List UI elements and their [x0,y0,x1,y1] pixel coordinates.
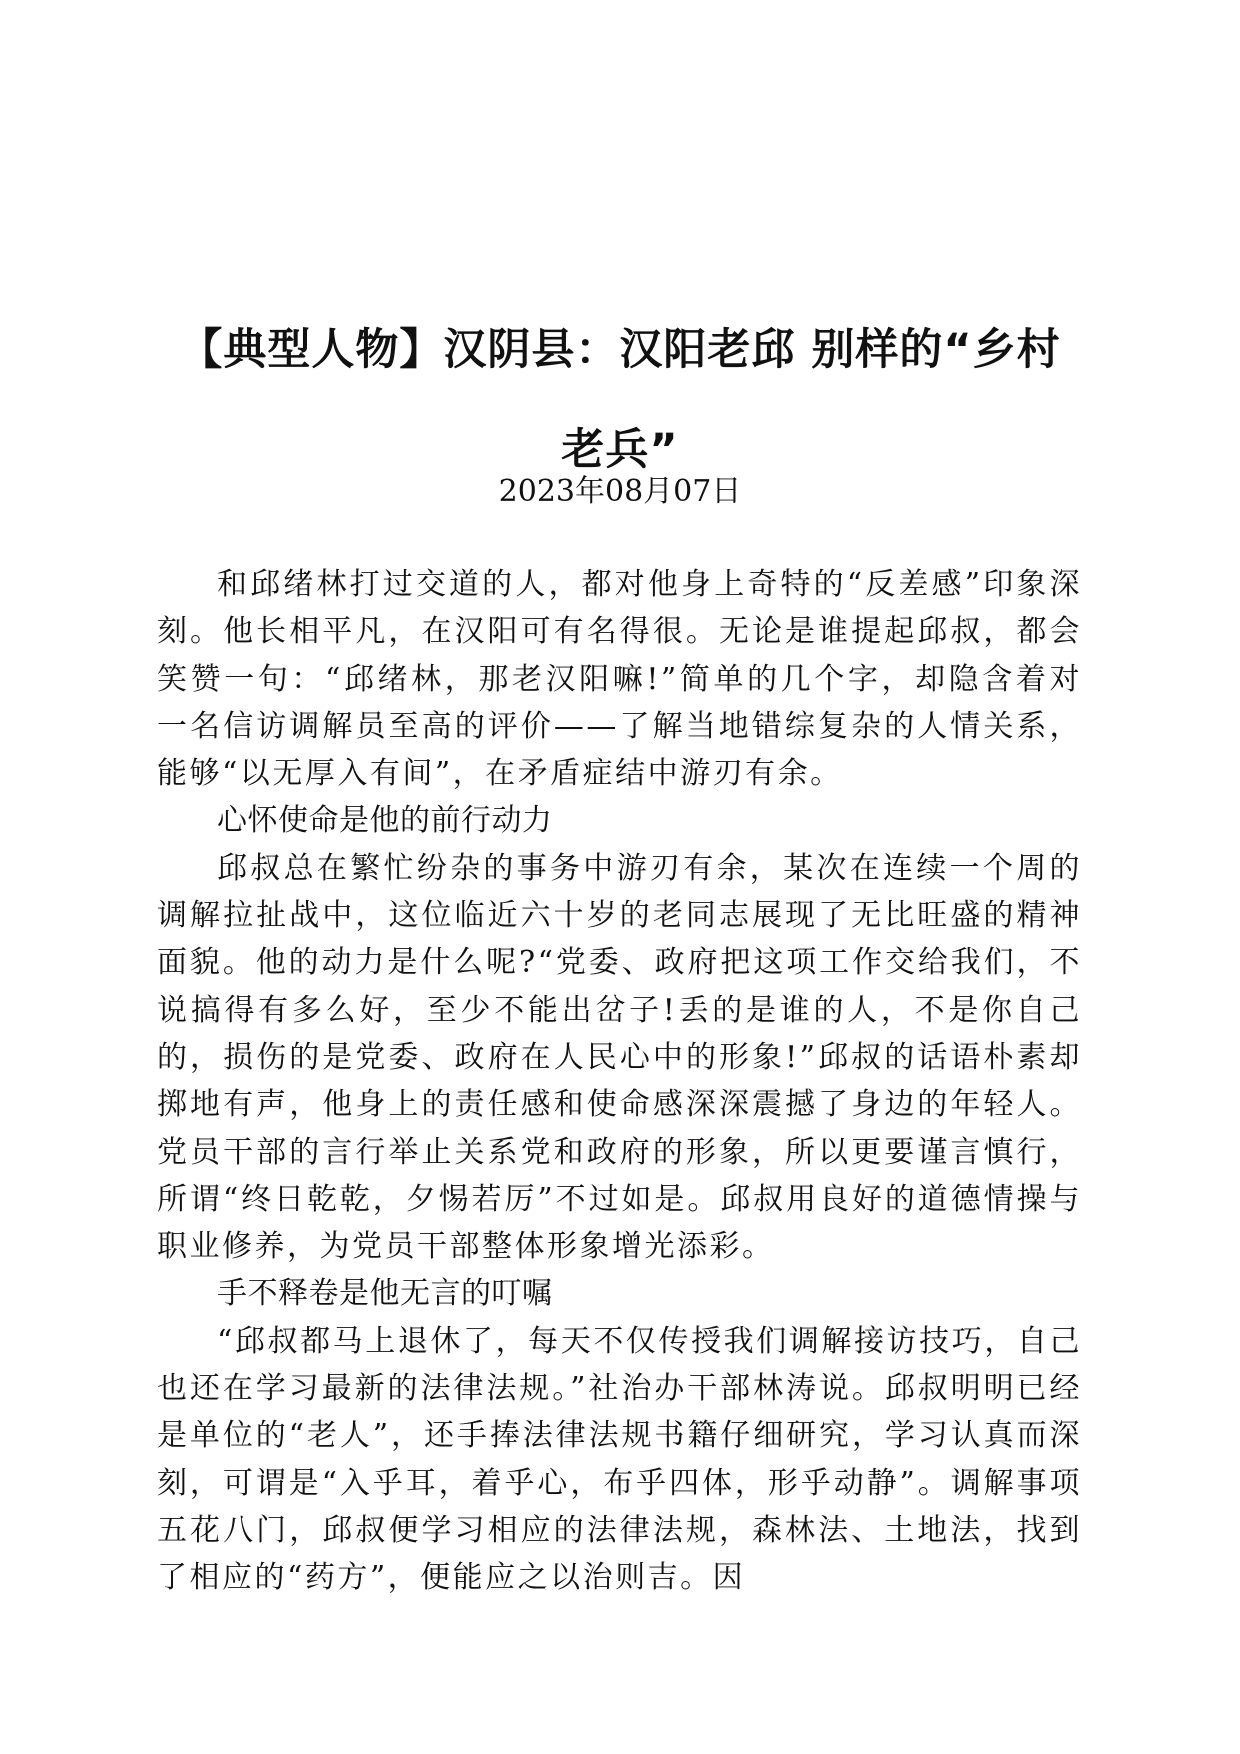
article-date: 2023年08月07日 [498,474,742,509]
paragraph-study: “邱叔都马上退休了，每天不仅传授我们调解接访技巧，自己也还在学习最新的法律法规。”社治办干部林涛说。邱叔明明已经是单位的“老人”，还手捧法律法规书籍仔细研究，学习认真而深刻，可谓是“入乎耳，着乎心，布乎四体，形乎动静”。调解事项五花八门，邱叔便学习相应的法律法规，森林法、土地法，找到了相应的“药方”，便能应之以治则吉。因 [157,1323,1082,1596]
section-heading-mission: 心怀使命是他的前行动力 [217,803,553,839]
article-title: 【典型人物】汉阴县：汉阳老邱 别样的“乡村老兵” [179,325,1061,475]
paragraph-mission: 邱叔总在繁忙纷杂的事务中游刃有余，某次在连续一个周的调解拉扯战中，这位临近六十岁的老同志展现了无比旺盛的精神面貌。他的动力是什么呢?“党委、政府把这项工作交给我们，不说搞得有多么好，至少不能出岔子!丢的是谁的人，不是你自己的，损伤的是党委、政府在人民心中的形象!”邱叔的话语朴素却掷地有声，他身上的责任感和使命感深深震撼了身边的年轻人。党员干部的言行举止关系党和政府的形象，所以更要谨言慎行，所谓“终日乾乾，夕惕若厉”不过如是。邱叔用良好的道德情操与职业修养，为党员干部整体形象增光添彩。 [157,850,1082,1265]
article-body [157,561,1082,1602]
section-heading-study: 手不释卷是他无言的叮嘱 [217,1276,553,1312]
paragraph-intro: 和邱绪林打过交道的人，都对他身上奇特的“反差感”印象深刻。他长相平凡，在汉阳可有名得很。无论是谁提起邱叔，都会笑赞一句：“邱绪林，那老汉阳嘛!”简单的几个字，却隐含着对一名信访调解员至高的评价——了解当地错综复杂的人情关系，能够“以无厚入有间”，在矛盾症结中游刃有余。 [157,567,1082,792]
